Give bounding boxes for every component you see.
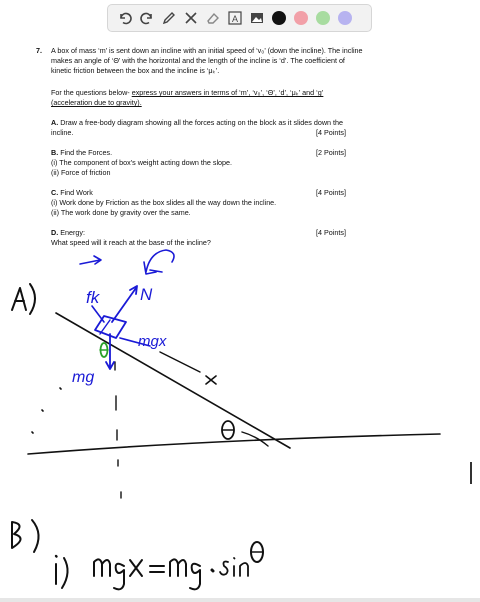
part-b-label: B. xyxy=(51,148,59,157)
part-c-sub-1: (i) Work done by Friction as the box slides all the way down the incline. xyxy=(51,198,277,207)
part-c-label: C. xyxy=(51,188,59,197)
part-b-text: Find the Forces. xyxy=(60,148,113,157)
x-mark xyxy=(206,376,216,384)
part-a-handwritten xyxy=(12,288,26,310)
bottom-scrollbar[interactable] xyxy=(0,598,480,602)
mg-label: mg xyxy=(72,369,95,386)
part-b-handwritten xyxy=(12,522,21,548)
part-b-sub-1: (i) The component of box's weight acting down the slope. xyxy=(51,158,233,167)
part-d-text: Energy: xyxy=(60,228,85,237)
part-a-label: A. xyxy=(51,118,59,127)
part-a-points: [4 Points] xyxy=(316,128,346,137)
guide-dots xyxy=(32,388,61,433)
normal-arrow xyxy=(112,286,137,322)
normal-label: N xyxy=(140,285,153,304)
angle-arc xyxy=(242,432,268,446)
curl-arrow xyxy=(144,250,174,274)
intro-line-1: A box of mass ‘m’ is sent down an incline with an initial speed of ‘v₀’ (down the incline). The incline xyxy=(51,46,363,55)
instruction-underlined-1: express your answers in terms of ‘m’, ‘v₀’, ‘Θ’, ‘d’, ‘μₖ’ and ‘g’ xyxy=(131,88,324,97)
friction-label: fk xyxy=(86,288,100,307)
mgx-label: mgx xyxy=(138,333,167,350)
part-a-text: Draw a free-body diagram showing all the forces acting on the block as it slides down the xyxy=(60,118,344,127)
vertical-guide xyxy=(115,362,121,498)
page-edge-mark xyxy=(470,462,472,484)
part-b-points: [2 Points] xyxy=(316,148,346,157)
part-c-sub-2: (ii) The work done by gravity over the same. xyxy=(51,208,191,217)
instruction-line-2: (acceleration due to gravity). xyxy=(51,98,142,107)
part-d-label: D. xyxy=(51,228,59,237)
ground-line xyxy=(28,434,440,454)
part-c-text: Find Work xyxy=(60,188,93,197)
intro-line-2: makes an angle of ‘Θ’ with the horizontal and the length of the incline is ‘d’. The coefficient of xyxy=(51,56,345,65)
question-number: 7. xyxy=(36,46,42,55)
instruction-prefix: For the questions below- xyxy=(51,88,132,97)
part-c-points: [4 Points] xyxy=(316,188,346,197)
intro-line-3: kinetic friction between the box and the incline is ‘μₖ’. xyxy=(51,66,220,75)
equation-handwritten xyxy=(94,559,110,576)
svg-text:A: A xyxy=(232,14,239,24)
friction-arrow xyxy=(92,306,104,322)
part-d-points: [4 Points] xyxy=(316,228,346,237)
part-d-sub-1: What speed will it reach at the base of the incline? xyxy=(51,238,211,247)
part-a-line-2: incline. xyxy=(51,128,74,137)
part-b-sub-2: (ii) Force of friction xyxy=(51,168,111,177)
top-arrow xyxy=(80,256,101,264)
